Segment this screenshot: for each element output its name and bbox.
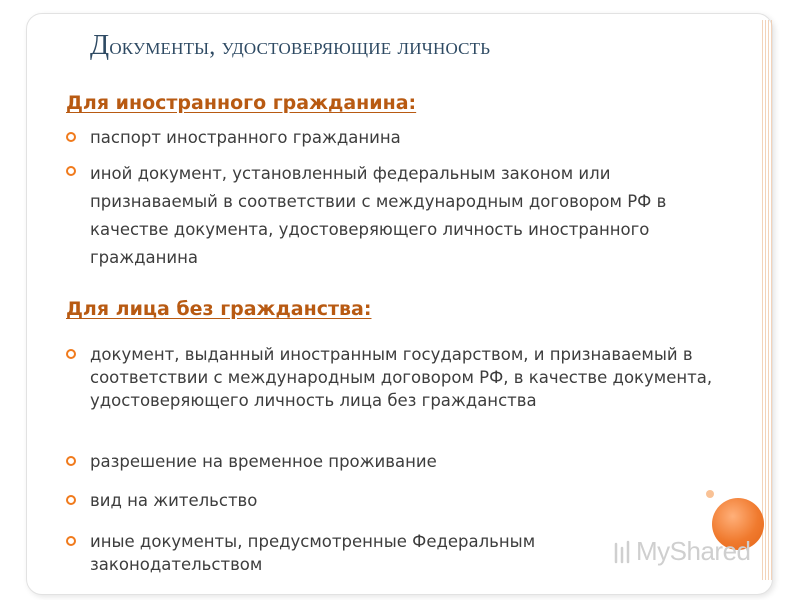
- bullet-circle-icon: [66, 349, 76, 359]
- bullet-circle-icon: [66, 166, 76, 176]
- list-item-text: вид на жительство: [90, 491, 258, 510]
- bullet-circle-icon: [66, 536, 76, 546]
- title-rest: окументы, удостоверяющие личность: [109, 34, 491, 60]
- watermark-text: MyShared: [636, 536, 751, 566]
- title-first-letter: Д: [90, 30, 110, 61]
- list-item: [90, 343, 760, 412]
- section-heading-stateless-person: Для лица без гражданства:: [66, 298, 372, 320]
- bullet-circle-icon: [66, 495, 76, 505]
- decorative-stripes: [762, 20, 772, 580]
- decorative-dot: [706, 490, 714, 498]
- list-item-text: иные документы, предусмотренные Федеральным законодательством: [90, 532, 536, 574]
- list-item-text: разрешение на временное проживание: [90, 452, 437, 471]
- slide-title: [90, 30, 710, 62]
- section-heading-foreign-citizen: Для иностранного гражданина:: [66, 92, 417, 114]
- list-item: [90, 126, 760, 150]
- list-item-text: паспорт иностранного гражданина: [90, 128, 401, 147]
- list-item: [90, 450, 760, 473]
- list-item-text: иной документ, установленный федеральным законом или признаваемый в соответствии с международным договором РФ в качестве документа, удостоверяющего личность иностранного гражданина: [90, 164, 667, 267]
- bullet-circle-icon: [66, 132, 76, 142]
- list-item: [90, 489, 760, 512]
- watermark-icon: [612, 540, 632, 566]
- list-item-text: документ, выданный иностранным государством, и признаваемый в соответствии с международным договором РФ, в качестве документа, удостоверяющего личность лица без гражданства: [90, 345, 713, 410]
- list-item: [90, 160, 740, 272]
- list-item: [90, 530, 650, 576]
- bullet-circle-icon: [66, 456, 76, 466]
